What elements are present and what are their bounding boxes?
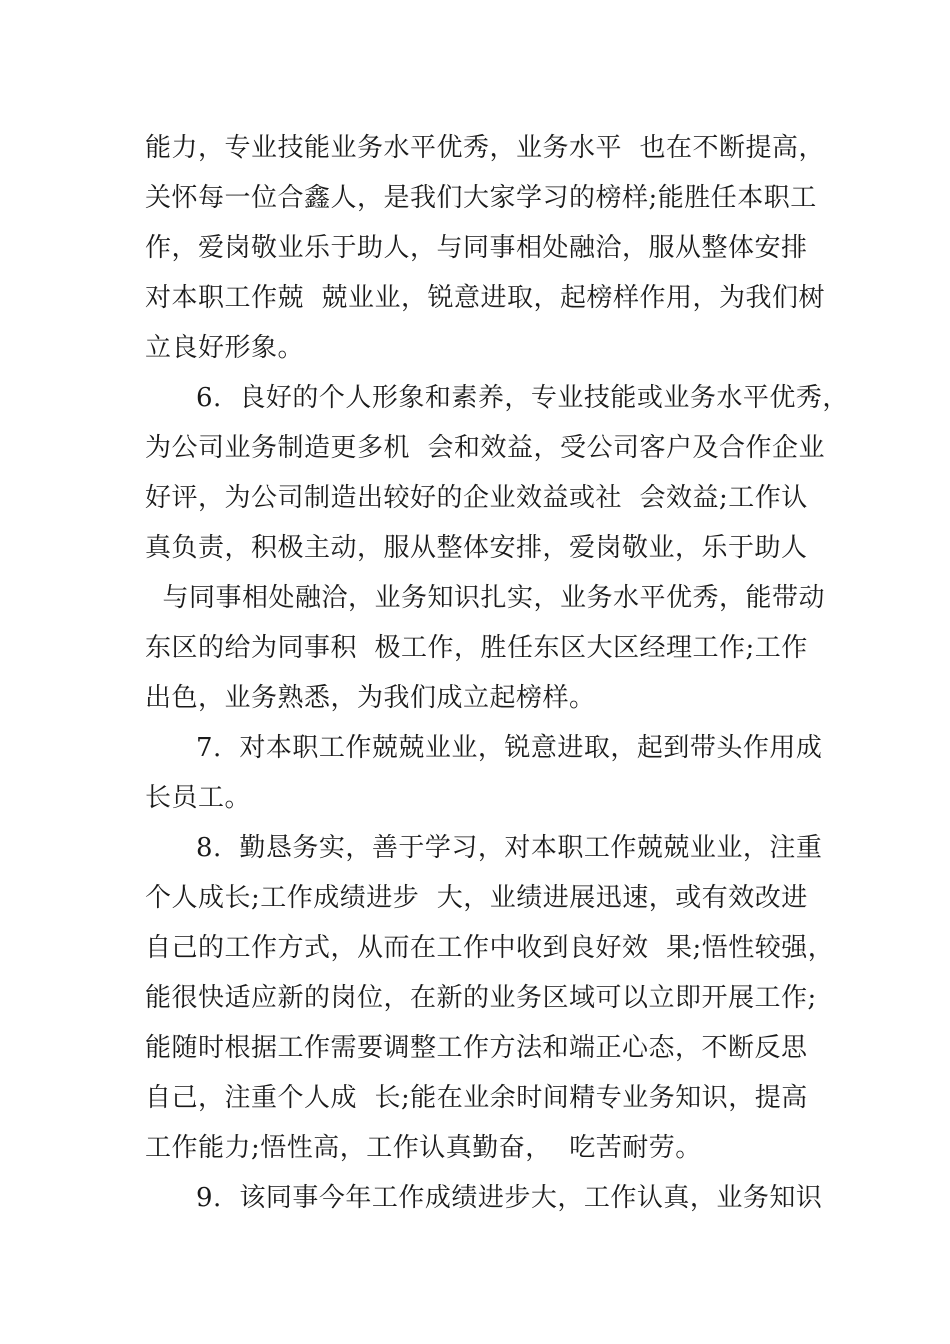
text-line: 8. 勤恳务实，善于学习，对本职工作兢兢业业，注重 xyxy=(196,833,823,863)
text-line: 关怀每一位合鑫人，是我们大家学习的榜样;能胜任本职工 xyxy=(145,183,817,213)
text-line: 长员工。 xyxy=(145,783,252,813)
text-line: 好评，为公司制造出较好的企业效益或社 会效益;工作认 xyxy=(145,483,808,513)
text-line: 与同事相处融洽，业务知识扎实，业务水平优秀，能带动 xyxy=(145,583,826,613)
text-line: 出色，业务熟悉，为我们成立起榜样。 xyxy=(145,683,596,713)
text-line: 7. 对本职工作兢兢业业，锐意进取，起到带头作用成 xyxy=(196,733,823,763)
text-line: 对本职工作兢 兢业业，锐意进取，起榜样作用，为我们树 xyxy=(145,283,826,313)
text-line: 能力，专业技能业务水平优秀，业务水平 也在不断提高， xyxy=(145,133,826,163)
text-line: 自己的工作方式，从而在工作中收到良好效 果;悟性较强， xyxy=(145,933,835,963)
text-line: 能随时根据工作需要调整工作方法和端正心态，不断反思 xyxy=(145,1033,808,1063)
text-line: 自己，注重个人成 长;能在业余时间精专业务知识，提高 xyxy=(145,1083,808,1113)
text-line: 为公司业务制造更多机 会和效益，受公司客户及合作企业 xyxy=(145,433,826,463)
text-line: 个人成长;工作成绩进步 大，业绩进展迅速，或有效改进 xyxy=(145,883,808,913)
text-line: 立良好形象。 xyxy=(145,333,305,363)
text-line: 东区的给为同事积 极工作，胜任东区大区经理工作;工作 xyxy=(145,633,808,663)
text-line: 真负责，积极主动，服从整体安排，爱岗敬业，乐于助人 xyxy=(145,533,808,563)
text-line: 9. 该同事今年工作成绩进步大，工作认真，业务知识 xyxy=(196,1183,823,1213)
text-line: 作，爱岗敬业乐于助人，与同事相处融洽，服从整体安排 xyxy=(145,233,808,263)
text-line: 能很快适应新的岗位，在新的业务区域可以立即开展工作; xyxy=(145,983,817,1013)
text-line: 6. 良好的个人形象和素养，专业技能或业务水平优秀， xyxy=(196,383,849,413)
text-line: 工作能力;悟性高，工作认真勤奋， 吃苦耐劳。 xyxy=(145,1133,702,1163)
